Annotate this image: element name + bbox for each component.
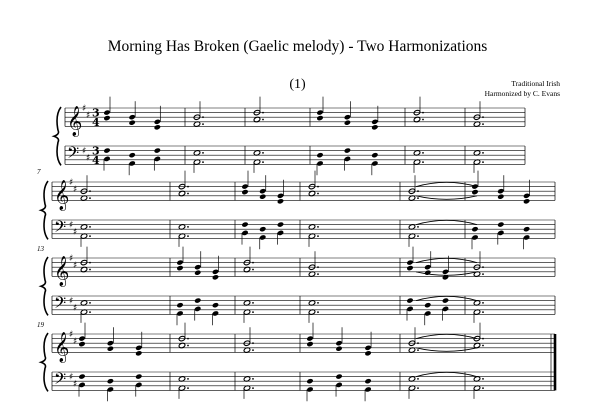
measure [80, 175, 91, 247]
harmonization-number: (1) [289, 77, 306, 92]
notehead [241, 230, 248, 236]
sharp-sign: ♯ [73, 184, 78, 195]
notehead [497, 194, 504, 200]
notehead [471, 234, 478, 240]
measure [241, 171, 284, 250]
composer-credit: Traditional Irish [511, 79, 560, 88]
augmentation-dot [89, 302, 91, 304]
augmentation-dot [317, 226, 319, 228]
notehead [424, 270, 431, 276]
augmentation-dot [252, 387, 254, 389]
notehead [103, 115, 110, 121]
augmentation-dot [482, 378, 484, 380]
brace [41, 257, 48, 315]
augmentation-dot [317, 235, 319, 237]
system-1 [54, 97, 525, 176]
augmentation-dot [89, 226, 91, 228]
bass-staff [52, 217, 555, 240]
notehead [212, 274, 219, 280]
augmentation-dot [422, 152, 424, 154]
sharp-sign: ♯ [73, 227, 78, 238]
time-signature-numerator: 3 [92, 144, 100, 158]
notehead [424, 310, 431, 316]
sharp-sign: ♯ [86, 153, 91, 164]
notehead [259, 194, 266, 200]
sharp-sign: ♯ [82, 146, 87, 157]
augmentation-dot [417, 226, 419, 228]
notehead [135, 382, 142, 388]
sharp-sign: ♯ [82, 104, 87, 114]
notehead [103, 156, 110, 162]
measure [243, 327, 254, 399]
sharp-sign: ♯ [69, 254, 74, 264]
notehead [442, 306, 449, 312]
notehead [107, 386, 114, 392]
measure [471, 171, 530, 250]
notehead [154, 156, 161, 162]
treble-clef: 𝄞 [54, 332, 70, 363]
augmentation-dot [202, 152, 204, 154]
brace [41, 181, 48, 239]
bass-clef: 𝄢 [67, 143, 80, 166]
notehead [241, 189, 248, 195]
notehead [364, 350, 371, 356]
bass-clef: 𝄢 [54, 369, 67, 392]
augmentation-dot [262, 152, 264, 154]
augmentation-dot [187, 378, 189, 380]
notehead [406, 306, 413, 312]
augmentation-dot [482, 387, 484, 389]
tie [416, 220, 477, 224]
measure [176, 247, 219, 326]
notehead [364, 386, 371, 392]
augmentation-dot [417, 197, 419, 199]
augmentation-dot [417, 387, 419, 389]
notehead [344, 156, 351, 162]
notehead [128, 120, 135, 126]
notehead [335, 346, 342, 352]
notehead [176, 265, 183, 271]
sharp-sign: ♯ [86, 110, 91, 121]
time-signature-denominator: 4 [92, 154, 100, 168]
notehead [406, 265, 413, 271]
measure [103, 97, 161, 176]
measure [78, 323, 142, 402]
brace [41, 333, 48, 391]
augmentation-dot [89, 269, 91, 271]
notehead [523, 198, 530, 204]
treble-clef: 𝄞 [54, 180, 70, 211]
notehead [212, 310, 219, 316]
augmentation-dot [252, 269, 254, 271]
notehead [135, 350, 142, 356]
sharp-sign: ♯ [73, 336, 78, 347]
notehead [194, 306, 201, 312]
measure [306, 323, 371, 402]
notehead [107, 346, 114, 352]
sharp-sign: ♯ [69, 220, 74, 231]
system-2 [41, 171, 555, 250]
notehead [371, 124, 378, 130]
measure [316, 97, 378, 176]
bass-clef: 𝄢 [54, 217, 67, 240]
augmentation-dot [317, 193, 319, 195]
augmentation-dot [422, 119, 424, 121]
page-title: Morning Has Broken (Gaelic melody) - Two Harmonizations [107, 38, 488, 55]
measure-number-system-2: 7 [37, 168, 41, 176]
augmentation-dot [262, 161, 264, 163]
arranger-credit: Harmonized by C. Evans [484, 89, 560, 98]
measure [193, 101, 204, 173]
notehead [344, 120, 351, 126]
augmentation-dot [202, 161, 204, 163]
treble-staff [52, 182, 555, 200]
augmentation-dot [89, 235, 91, 237]
notehead [497, 230, 504, 236]
system-3 [41, 247, 555, 326]
measure [308, 251, 319, 323]
augmentation-dot [187, 387, 189, 389]
tie [416, 196, 477, 200]
tie [416, 182, 477, 186]
augmentation-dot [252, 378, 254, 380]
notehead [316, 115, 323, 121]
sharp-sign: ♯ [73, 379, 78, 390]
augmentation-dot [187, 345, 189, 347]
notehead [128, 160, 135, 166]
notehead [523, 234, 530, 240]
augmentation-dot [187, 226, 189, 228]
augmentation-dot [317, 302, 319, 304]
augmentation-dot [482, 161, 484, 163]
augmentation-dot [202, 123, 204, 125]
augmentation-dot [417, 349, 419, 351]
notehead [194, 270, 201, 276]
tie [416, 334, 477, 338]
measure [473, 101, 484, 173]
augmentation-dot [482, 273, 484, 275]
augmentation-dot [187, 193, 189, 195]
sharp-sign: ♯ [69, 296, 74, 307]
bass-clef: 𝄢 [54, 293, 67, 316]
brace [54, 107, 61, 165]
notehead [316, 160, 323, 166]
system-4 [41, 323, 555, 402]
notehead [176, 310, 183, 316]
augmentation-dot [317, 311, 319, 313]
notehead [78, 382, 85, 388]
augmentation-dot [482, 152, 484, 154]
notehead [306, 386, 313, 392]
augmentation-dot [482, 302, 484, 304]
notehead [259, 234, 266, 240]
notehead [335, 382, 342, 388]
augmentation-dot [89, 311, 91, 313]
augmentation-dot [417, 235, 419, 237]
augmentation-dot [89, 197, 91, 199]
notehead [471, 189, 478, 195]
sharp-sign: ♯ [69, 372, 74, 383]
notehead [78, 341, 85, 347]
augmentation-dot [187, 235, 189, 237]
measure-number-system-3: 13 [37, 245, 44, 253]
augmentation-dot [262, 119, 264, 121]
treble-clef: 𝄞 [67, 106, 83, 137]
time-signature-numerator: 3 [92, 106, 100, 120]
augmentation-dot [252, 349, 254, 351]
augmentation-dot [252, 311, 254, 313]
sharp-sign: ♯ [69, 330, 74, 340]
augmentation-dot [482, 345, 484, 347]
notehead [371, 160, 378, 166]
augmentation-dot [317, 273, 319, 275]
augmentation-dot [482, 311, 484, 313]
sharp-sign: ♯ [73, 303, 78, 314]
sharp-sign: ♯ [73, 260, 78, 271]
augmentation-dot [417, 378, 419, 380]
tie [416, 348, 477, 352]
treble-clef: 𝄞 [54, 256, 70, 287]
tie [416, 372, 477, 376]
notehead [154, 124, 161, 130]
notehead [306, 341, 313, 347]
notehead [277, 198, 284, 204]
augmentation-dot [252, 302, 254, 304]
notehead [277, 230, 284, 236]
augmentation-dot [482, 123, 484, 125]
augmentation-dot [422, 161, 424, 163]
sharp-sign: ♯ [69, 178, 74, 188]
tie [416, 258, 477, 262]
time-signature-denominator: 4 [92, 116, 100, 130]
measure-number-system-4: 19 [37, 321, 44, 329]
